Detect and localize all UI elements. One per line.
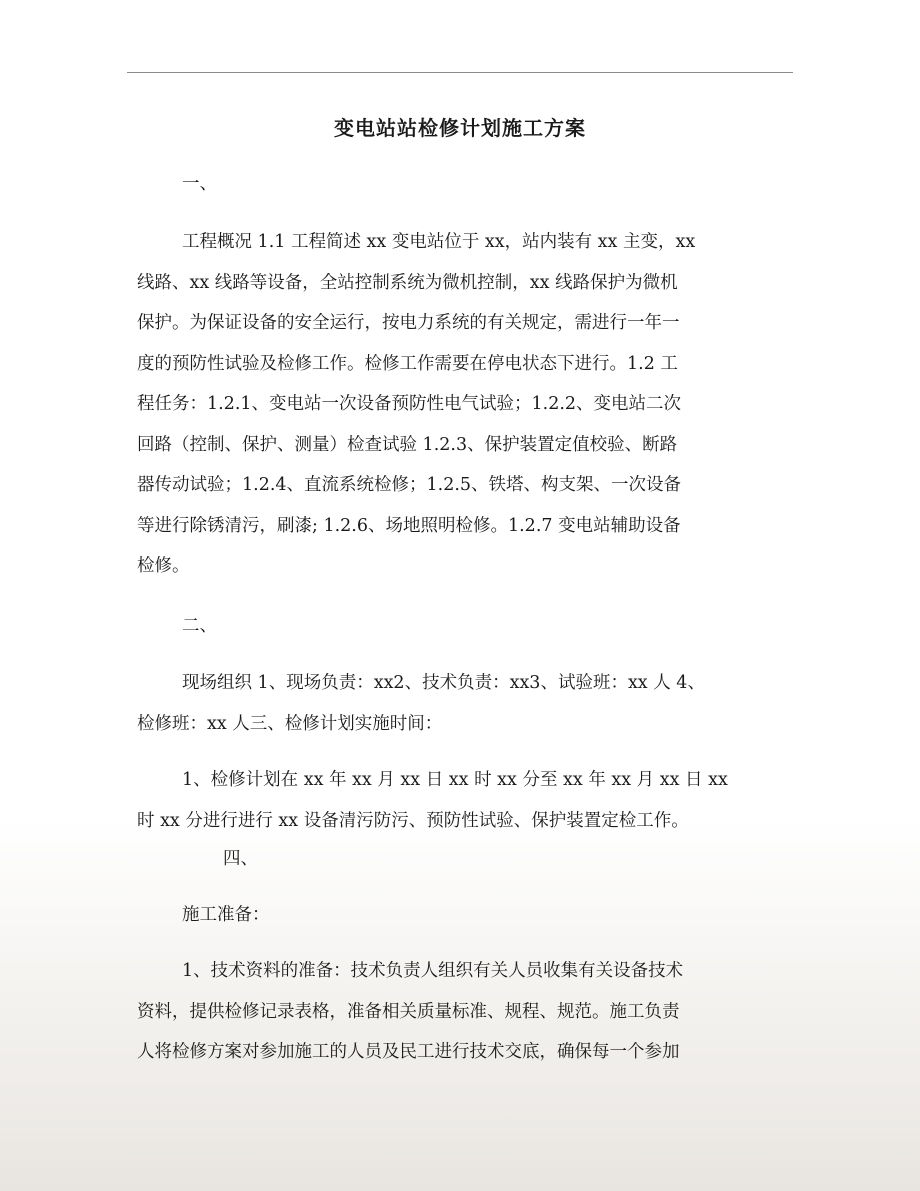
text-line: 等进行除锈清污，刷漆; 1.2.6、场地照明检修。1.2.7 变电站辅助设备 <box>137 515 681 536</box>
section-4-paragraph <box>137 951 797 1073</box>
text-line: 检修。 <box>137 556 190 576</box>
section-3-paragraph <box>137 760 797 841</box>
text-line: 工程概况 1.1 工程简述 xx 变电站位于 xx，站内装有 xx 主变，xx <box>182 232 696 252</box>
text-line: 线路、xx 线路等设备，全站控制系统为微机控制，xx 线路保护为微机 <box>137 272 678 293</box>
section-1-heading <box>137 164 797 205</box>
text-line: 施工准备： <box>182 905 270 925</box>
text-line: 1、检修计划在 xx 年 xx 月 xx 日 xx 时 xx 分至 xx 年 xx 月 xx 日 xx <box>182 770 728 790</box>
text-line: 保护。为保证设备的安全运行，按电力系统的有关规定，需进行一年一 <box>137 313 680 333</box>
text-line: 人将检修方案对参加施工的人员及民工进行技术交底，确保每一个参加 <box>137 1042 680 1062</box>
text-line: 现场组织 1、现场负责：xx2、技术负责：xx3、试验班：xx 人 4、 <box>182 673 705 693</box>
text-line: 1、技术资料的准备：技术负责人组织有关人员收集有关设备技术 <box>182 961 684 981</box>
text-line: 四、 <box>223 849 258 869</box>
section-2-heading <box>137 606 797 647</box>
section-4-title <box>137 895 797 936</box>
text-line: 度的预防性试验及检修工作。检修工作需要在停电状态下进行。1.2 工 <box>137 353 678 374</box>
text-line: 回路（控制、保护、测量）检查试验 1.2.3、保护装置定值校验、断路 <box>137 434 678 455</box>
text-line: 时 xx 分进行进行 xx 设备清污防污、预防性试验、保护装置定检工作。 <box>137 810 689 831</box>
section-1-paragraph <box>137 222 797 587</box>
text-line: 一、 <box>182 174 217 194</box>
header-rule <box>127 72 793 73</box>
section-4-heading <box>137 839 797 880</box>
text-line: 资料，提供检修记录表格，准备相关质量标准、规程、规范。施工负责 <box>137 1001 680 1022</box>
text-line: 器传动试验；1.2.4、直流系统检修；1.2.5、铁塔、构支架、一次设备 <box>137 475 682 495</box>
text-line: 检修班：xx 人三、检修计划实施时间： <box>137 713 443 734</box>
text-line: 二、 <box>182 616 217 636</box>
text-line: 程任务：1.2.1、变电站一次设备预防性电气试验；1.2.2、变电站二次 <box>137 394 682 414</box>
document-title: 变电站站检修计划施工方案 <box>334 116 586 140</box>
section-2-paragraph <box>137 663 797 744</box>
